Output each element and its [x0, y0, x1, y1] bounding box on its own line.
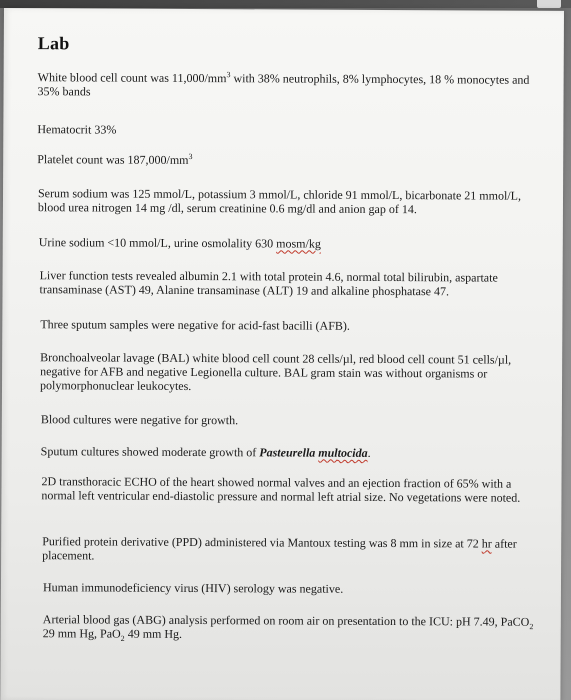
paragraph-hematocrit: Hematocrit 33%	[37, 122, 117, 137]
ppd-text-end: after placement.	[42, 536, 517, 563]
urine-flagged-word: mosm/kg	[276, 236, 321, 251]
abg-text-end: 49 mm Hg.	[124, 626, 183, 641]
urine-text: Urine sodium <10 mmol/L, urine osmolality 630	[38, 235, 277, 251]
top-edge-strip	[0, 0, 571, 8]
paragraph-sputum-afb: Three sputum samples were negative for acid-fast bacilli (AFB).	[40, 317, 350, 333]
paragraph-abg	[43, 612, 543, 643]
paragraph-ppd	[42, 534, 542, 565]
paragraph-blood-cultures: Blood cultures were negative for growth.	[40, 412, 239, 428]
paragraph-urine	[39, 235, 539, 252]
ppd-flagged-word: hr	[481, 536, 492, 551]
paragraph-platelet	[37, 152, 537, 169]
paragraph-serum: Serum sodium was 125 mmol/L, potassium 3 mmol/L, chloride 91 mmol/L, bicarbonate 21 mmol/L, blood urea nitrogen 14 mg /dl, serum creatinine 0.6 mg/dl and anion gap of 14.	[37, 186, 522, 217]
abg-subscript-co2: 2	[529, 622, 534, 632]
paragraph-hiv: Human immunodeficiency virus (HIV) serology was negative.	[42, 580, 344, 596]
abg-subscript-o2: 2	[120, 634, 125, 644]
corner-tab	[537, 0, 561, 8]
paragraph-sputum-cultures	[41, 444, 541, 461]
abg-text: Arterial blood gas (ABG) analysis performed on room air on presentation to the ICU: pH 7.49, PaCO	[42, 612, 530, 629]
ppd-text: Purified protein derivative (PPD) administered via Mantoux testing was 8 mm in size at 72	[42, 534, 482, 551]
wbc-superscript: 3	[226, 70, 231, 80]
platelet-text: Platelet count was 187,000/mm	[37, 152, 189, 167]
wbc-text-post: with 38% neutrophils, 8% lymphocytes, 18 % monocytes and 35% bands	[37, 71, 530, 99]
page-title: Lab	[37, 33, 70, 54]
wbc-text-pre: White blood cell count was 11,000/mm	[37, 70, 227, 86]
paragraph-echo: 2D transthoracic ECHO of the heart showed normal valves and an ejection fraction of 65% with a normal left ventricular end-diastolic pressure and normal left atrial size. No vegetations were noted.	[41, 474, 521, 505]
organism-species: multocida	[318, 445, 368, 460]
platelet-superscript: 3	[188, 151, 193, 161]
sputum-cultures-end: .	[367, 445, 371, 460]
sputum-cultures-text: Sputum cultures showed moderate growth of	[40, 444, 260, 460]
abg-text-mid: 29 mm Hg, PaO	[42, 626, 121, 641]
organism-genus: Pasteurella	[259, 445, 316, 460]
lab-document-page	[0, 8, 564, 700]
paragraph-bal: Bronchoalveolar lavage (BAL) white blood cell count 28 cells/µl, red blood cell count 51 cells/µl, negative for AFB and negative Legionella culture. BAL gram stain was without organisms or polymorphonuclear leukocytes.	[39, 350, 512, 393]
paragraph-wbc	[38, 70, 538, 101]
paragraph-liver: Liver function tests revealed albumin 2.1 with total protein 4.6, normal total bilirubin, aspartate transaminase (AST) 49, Alanine transaminase (ALT) 19 and alkaline phosphatase 47.	[39, 268, 498, 299]
